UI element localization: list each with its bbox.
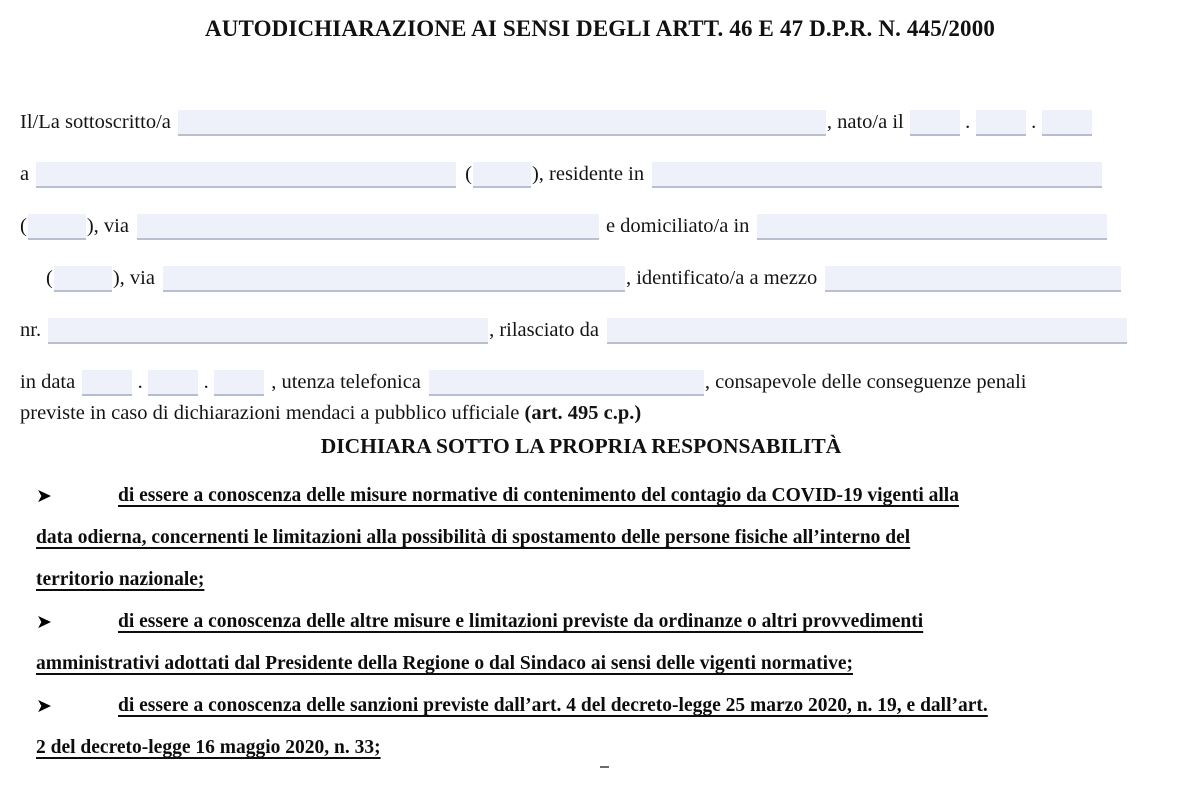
arrow-bullet-icon: ➤ bbox=[36, 485, 52, 507]
paren-open: ( bbox=[20, 215, 27, 238]
input-domicilio-via[interactable] bbox=[163, 266, 625, 292]
label-nato-il: , nato/a il bbox=[826, 111, 904, 134]
input-rilascio-mese[interactable] bbox=[148, 370, 198, 396]
label-residente-in: ), residente in bbox=[531, 163, 645, 186]
declarant-form bbox=[0, 84, 1200, 396]
form-row-identity bbox=[20, 84, 1182, 136]
label-identificato: , identificato/a a mezzo bbox=[625, 267, 818, 290]
date-separator: . bbox=[965, 111, 971, 134]
paren-open: ( bbox=[465, 163, 472, 186]
label-rilasciato-da: , rilasciato da bbox=[489, 319, 599, 342]
label-consapevole: , consapevole delle conseguenze penali bbox=[704, 371, 1027, 394]
form-row-issue-date bbox=[20, 344, 1182, 396]
declaration-text bbox=[36, 685, 1180, 727]
input-rilasciato-da[interactable] bbox=[607, 318, 1127, 344]
input-residente-provincia[interactable] bbox=[28, 214, 86, 240]
input-domicilio-provincia[interactable] bbox=[54, 266, 112, 292]
declaration-heading: DICHIARA SOTTO LA PROPRIA RESPONSABILITÀ bbox=[320, 434, 842, 458]
declaration-text bbox=[36, 475, 1180, 517]
input-nome-cognome[interactable] bbox=[178, 110, 826, 136]
input-nato-anno[interactable] bbox=[1042, 110, 1092, 136]
declaration-text bbox=[36, 727, 1180, 769]
declaration-item bbox=[36, 685, 1180, 769]
penalty-article: (art. 495 c.p.) bbox=[524, 402, 642, 424]
input-domicilio-comune[interactable] bbox=[757, 214, 1107, 240]
declaration-line: territorio nazionale; bbox=[36, 569, 205, 590]
input-nato-comune[interactable] bbox=[36, 162, 456, 188]
input-residente-comune[interactable] bbox=[652, 162, 1102, 188]
label-nr: nr. bbox=[20, 319, 42, 342]
declaration-line: 2 del decreto-legge 16 maggio 2020, n. 33; bbox=[36, 737, 381, 758]
declaration-line: amministrativi adottati dal Presidente della Regione o dal Sindaco ai sensi delle vigenti normative; bbox=[36, 653, 853, 674]
input-documento-tipo[interactable] bbox=[825, 266, 1121, 292]
label-sottoscritto: Il/La sottoscritto/a bbox=[20, 111, 171, 134]
form-row-document bbox=[20, 292, 1182, 344]
input-residente-via[interactable] bbox=[137, 214, 599, 240]
input-documento-nr[interactable] bbox=[48, 318, 488, 344]
page-title: AUTODICHIARAZIONE AI SENSI DEGLI ARTT. 46 E 47 D.P.R. N. 445/2000 bbox=[204, 16, 996, 41]
input-telefono[interactable] bbox=[429, 370, 704, 396]
form-row-residence bbox=[20, 188, 1182, 240]
declaration-line: di essere a conoscenza delle altre misure e limitazioni previste da ordinanze o altri provvedimenti bbox=[118, 611, 924, 632]
declaration-line: di essere a conoscenza delle sanzioni previste dall’art. 4 del decreto-legge 25 marzo 2020, n. 19, e dall’art. bbox=[118, 695, 988, 716]
declaration-text bbox=[36, 559, 1180, 601]
declaration-text bbox=[36, 643, 1180, 685]
input-nato-mese[interactable] bbox=[976, 110, 1026, 136]
declaration-list bbox=[0, 475, 1200, 769]
penalty-notice-text: previste in caso di dichiarazioni mendaci a pubblico ufficiale bbox=[20, 402, 525, 424]
declaration-text bbox=[36, 601, 1180, 643]
date-separator: . bbox=[137, 371, 143, 394]
label-via: ), via bbox=[112, 267, 155, 290]
label-utenza-telefonica: , utenza telefonica bbox=[271, 371, 421, 394]
declaration-line: data odierna, concernenti le limitazioni alla possibilità di spostamento delle persone fisiche all’interno del bbox=[36, 527, 911, 548]
input-rilascio-giorno[interactable] bbox=[82, 370, 132, 396]
penalty-notice bbox=[0, 402, 1200, 425]
input-nato-provincia[interactable] bbox=[473, 162, 531, 188]
form-row-domicile bbox=[20, 240, 1182, 292]
label-domiciliato: e domiciliato/a in bbox=[605, 215, 750, 238]
arrow-bullet-icon: ➤ bbox=[36, 695, 52, 717]
input-rilascio-anno[interactable] bbox=[214, 370, 264, 396]
declaration-item bbox=[36, 601, 1180, 685]
declaration-line: di essere a conoscenza delle misure normative di contenimento del contagio da COVID-19 vigenti alla bbox=[118, 485, 959, 506]
declaration-item bbox=[36, 475, 1180, 601]
scan-artifact-mark bbox=[600, 766, 609, 768]
date-separator: . bbox=[1031, 111, 1037, 134]
declaration-text bbox=[36, 517, 1180, 559]
label-via: ), via bbox=[86, 215, 129, 238]
label-in-data: in data bbox=[20, 371, 76, 394]
arrow-bullet-icon: ➤ bbox=[36, 611, 52, 633]
date-separator: . bbox=[203, 371, 209, 394]
paren-open: ( bbox=[46, 267, 53, 290]
label-a: a bbox=[20, 163, 30, 186]
form-row-birthplace bbox=[20, 136, 1182, 188]
input-nato-giorno[interactable] bbox=[910, 110, 960, 136]
